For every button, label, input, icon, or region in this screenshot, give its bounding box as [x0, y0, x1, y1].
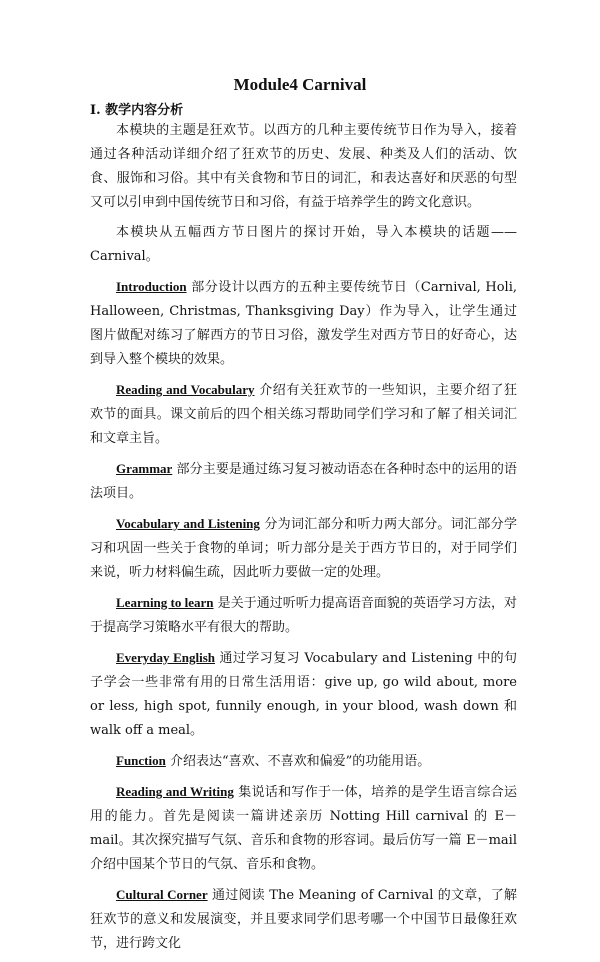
paragraph-vocabulary-listening	[90, 512, 517, 585]
keyword-vocabulary-listening: Vocabulary and Listening	[116, 516, 260, 531]
section-heading: I. 教学内容分析	[90, 103, 184, 118]
paragraph-intro: 本模块的主题是狂欢节。以西方的几种主要传统节日作为导入，接着通过各种活动详细介绍了狂欢节的历史、发展、种类及人们的活动、饮食、服饰和习俗。其中有关食物和节日的词汇，和表达喜好和厌恶的句型又可以引申到中国传统节日和习俗，有益于培养学生的跨文化意识。	[90, 123, 517, 210]
paragraph-reading-vocabulary	[90, 378, 517, 451]
keyword-introduction: Introduction	[116, 279, 187, 294]
paragraph-everyday-english	[90, 646, 517, 743]
keyword-function: Function	[116, 753, 166, 768]
body-text	[90, 119, 517, 962]
keyword-learning-to-learn: Learning to learn	[116, 595, 214, 610]
paragraph-reading-writing	[90, 780, 517, 877]
keyword-reading-writing: Reading and Writing	[116, 784, 234, 799]
page-title: Module4 Carnival	[233, 75, 367, 94]
paragraph-grammar	[90, 457, 517, 506]
keyword-everyday-english: Everyday English	[116, 650, 215, 665]
keyword-cultural-corner: Cultural Corner	[116, 887, 208, 902]
paragraph-learning-to-learn	[90, 591, 517, 640]
paragraph-text: 部分设计以西方的五种主要传统节日（Carnival, Holi, Halloween, Christmas, Thanksgiving Day）作为导入，让学生通过图片做配对练习了解西方的节日习俗，激发学生对西方节日的好奇心，达到导入整个模块的效果。	[90, 280, 517, 367]
paragraph-text: 分为词汇部分和听力两大部分。词汇部分学习和巩固一些关于食物的单词；听力部分是关于西方节日的，对于同学们来说，听力材料偏生疏，因此听力要做一定的处理。	[90, 517, 517, 580]
paragraph-cultural-corner	[90, 883, 517, 956]
keyword-reading-vocabulary: Reading and Vocabulary	[116, 382, 255, 397]
paragraph-text: 部分主要是通过练习复习被动语态在各种时态中的运用的语法项目。	[90, 462, 517, 501]
paragraph-text: 集说话和写作于一体，培养的是学生语言综合运用的能力。首先是阅读一篇讲述亲历 Notting Hill carnival 的 E－mail。其次探究描写气氛、音乐和食物的形容词。最后仿写一篇 E－mail 介绍中国某个节日的气氛、音乐和食物。	[90, 785, 517, 872]
keyword-grammar: Grammar	[116, 461, 173, 476]
paragraph-text: 介绍表达“喜欢、不喜欢和偏爱”的功能用语。	[165, 754, 431, 769]
paragraph-text: 介绍有关狂欢节的一些知识，主要介绍了狂欢节的面具。课文前后的四个相关练习帮助同学们学习和了解了相关词汇和文章主旨。	[90, 383, 517, 446]
paragraph-text: 是关于通过听听力提高语音面貌的英语学习方法，对于提高学习策略水平有很大的帮助。	[90, 596, 517, 635]
paragraph-introduction	[90, 275, 517, 372]
paragraph-text: 通过阅读 The Meaning of Carnival 的文章，了解狂欢节的意义和发展演变，并且要求同学们思考哪一个中国节日最像狂欢节，进行跨文化	[90, 888, 517, 951]
paragraph-function	[90, 749, 517, 774]
paragraph-overview: 本模块从五幅西方节日图片的探讨开始，导入本模块的话题——Carnival。	[90, 225, 517, 264]
paragraph-text: 通过学习复习 Vocabulary and Listening 中的句子学会一些非常有用的日常生活用语：give up, go wild about, more or less, high spot, funnily enough, in your blood, wash down 和 walk off a meal。	[90, 651, 517, 738]
